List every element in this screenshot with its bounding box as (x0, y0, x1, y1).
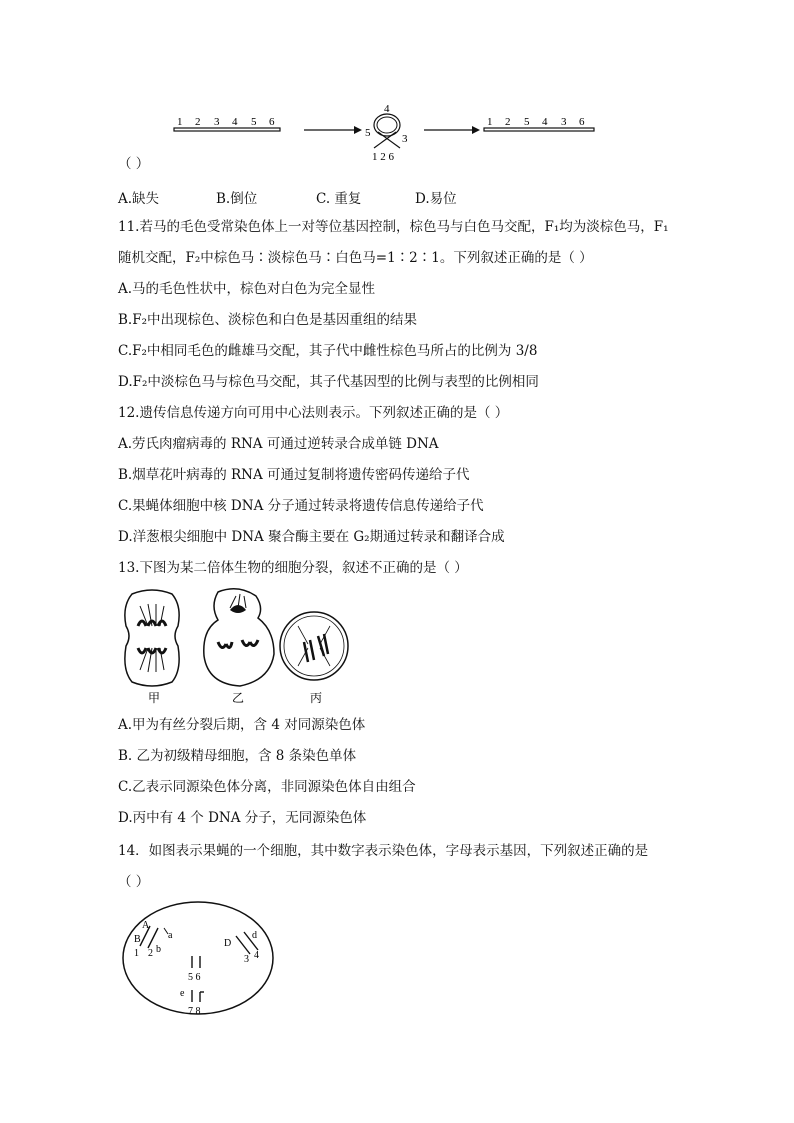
gene-number: 1 (177, 116, 183, 128)
option-c: C.果蝇体细胞中核 DNA 分子通过转录将遗传信息传递给子代 (118, 498, 484, 514)
option-c: C.F₂中相同毛色的雌雄马交配，其子代中雌性棕色马所占的比例为 3/8 (118, 343, 538, 359)
arrow-icon (424, 126, 480, 134)
gene-number: 1 (487, 116, 493, 128)
option-a: A.劳氏肉瘤病毒的 RNA 可通过逆转录合成单链 DNA (118, 436, 439, 452)
gene-number: 4 (232, 116, 238, 128)
chromosome-loop (365, 103, 408, 163)
option-b: B.F₂中出现棕色、淡棕色和白色是基因重组的结果 (118, 312, 417, 328)
gene-number: 5 (365, 127, 371, 139)
question-stem: 12.遗传信息传递方向可用中心法则表示。下列叙述正确的是（ ） (118, 405, 509, 421)
gene-number: 4 (384, 103, 390, 115)
gene-number: 3 (402, 133, 408, 145)
gene-label: b (156, 944, 161, 955)
gene-label: A (142, 920, 150, 931)
question-stem: 11.若马的毛色受常染色体上一对等位基因控制，棕色马与白色马交配，F₁均为淡棕色马，F₁ (118, 219, 669, 235)
gene-number: 1 2 6 (372, 151, 394, 163)
chromosome-label: 7 8 (188, 1006, 201, 1017)
option-a: A.马的毛色性状中，棕色对白色为完全显性 (118, 281, 376, 297)
chromosome-label: 4 (254, 950, 259, 961)
option-d: D.丙中有 4 个 DNA 分子，无同源染色体 (118, 810, 367, 826)
chromosome-label: 1 (134, 948, 139, 959)
option-a: A.甲为有丝分裂后期，含 4 对同源染色体 (118, 717, 366, 733)
gene-number: 2 (195, 116, 201, 128)
gene-number: 4 (542, 116, 548, 128)
gene-number: 5 (524, 116, 530, 128)
chromosome-label: 2 (148, 948, 153, 959)
gene-number: 2 (505, 116, 511, 128)
option-b: B.倒位 (216, 191, 258, 207)
chromosome-inversion-figure (160, 100, 600, 166)
answer-bracket: （ ） (118, 156, 150, 172)
question-stem: 13.下图为某二倍体生物的细胞分裂，叙述不正确的是（ ） (118, 560, 468, 576)
cell-label: 甲 (148, 691, 161, 705)
option-b: B. 乙为初级精母细胞，含 8 条染色单体 (118, 748, 357, 764)
option-a: A.缺失 (118, 191, 160, 207)
gene-number: 3 (214, 116, 220, 128)
cell-label: 丙 (310, 691, 323, 705)
option-d: D.F₂中淡棕色马与棕色马交配，其子代基因型的比例与表型的比例相同 (118, 374, 539, 390)
gene-label: D (224, 938, 232, 949)
answer-bracket: （ ） (118, 874, 150, 890)
fruit-fly-cell-figure (118, 898, 278, 1020)
cell-division-figure (118, 586, 358, 706)
question-stem: 随机交配，F₂中棕色马∶淡棕色马∶白色马=1∶2∶1。下列叙述正确的是（ ） (118, 250, 593, 266)
option-b: B.烟草花叶病毒的 RNA 可通过复制将遗传密码传递给子代 (118, 467, 470, 483)
option-d: D.洋葱根尖细胞中 DNA 聚合酶主要在 G₂期通过转录和翻译合成 (118, 529, 505, 545)
cell-jia (125, 590, 179, 705)
option-c: C.乙表示同源染色体分离，非同源染色体自由组合 (118, 779, 416, 795)
gene-label: e (180, 988, 185, 999)
cell-yi (204, 589, 274, 705)
chromosome-inverted (484, 116, 594, 131)
cell-bing (280, 612, 348, 705)
option-d: D.易位 (415, 191, 457, 207)
chromosome-original (174, 116, 280, 131)
chromosome-label: 3 (244, 954, 249, 965)
gene-number: 6 (579, 116, 585, 128)
question-stem: 14．如图表示果蝇的一个细胞，其中数字表示染色体，字母表示基因，下列叙述正确的是 (118, 843, 649, 859)
arrow-icon (304, 126, 362, 134)
gene-label: d (252, 930, 257, 941)
gene-number: 3 (561, 116, 567, 128)
chromosome-label: 5 6 (188, 972, 201, 983)
gene-label: a (168, 930, 173, 941)
gene-number: 6 (269, 116, 275, 128)
gene-label: B (134, 934, 141, 945)
option-c: C. 重复 (316, 191, 362, 207)
cell-label: 乙 (232, 691, 245, 705)
gene-number: 5 (251, 116, 257, 128)
